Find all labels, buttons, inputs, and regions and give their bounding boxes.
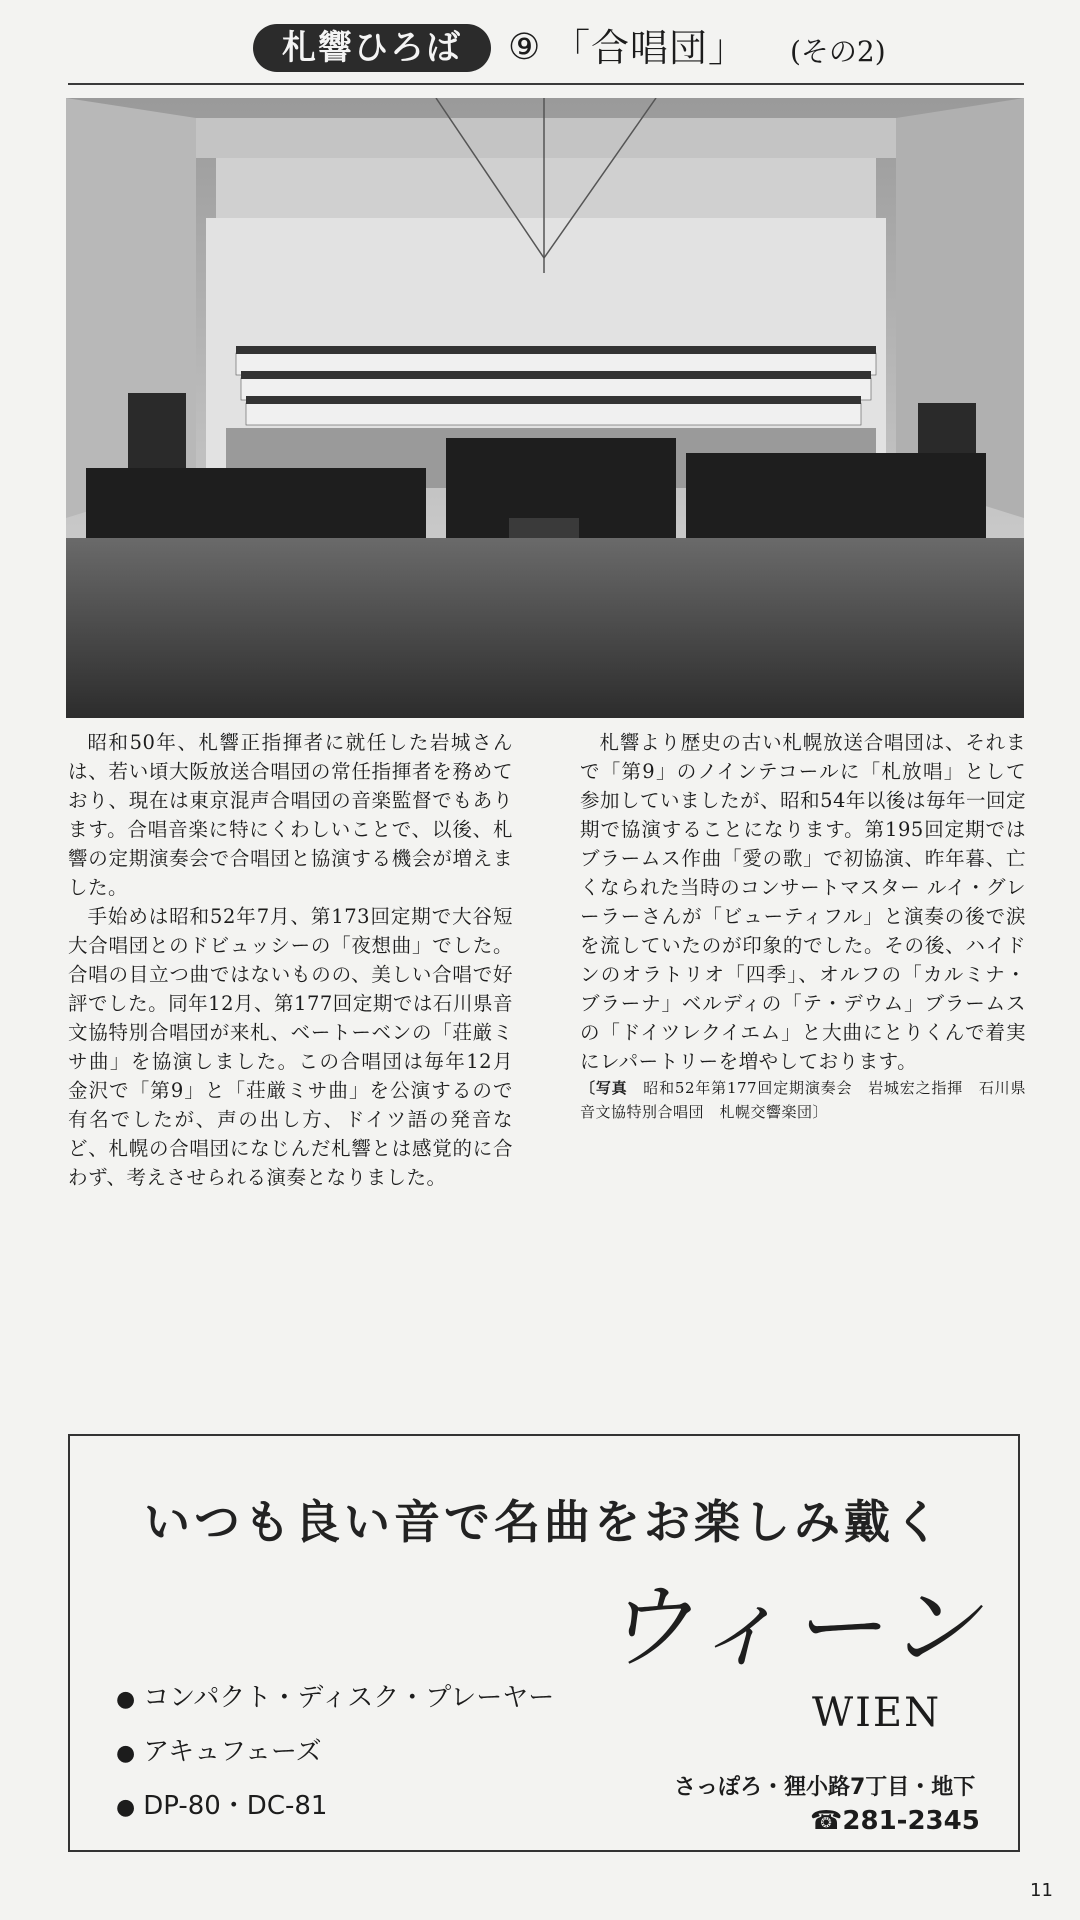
ad-brand-logo: ウィーン — [600, 1574, 985, 1681]
article-paragraph: 札響より歴史の古い札幌放送合唱団は、それまで「第9」のノインテコールに「札放唱」として参加していましたが、昭和54年以後は毎年一回定期で協演することになります。第195回定期ではブラームス作曲「愛の歌」で初協演、昨年暮、亡くなられた当時のコンサートマスター ルイ・グレーラーさんが「ビューティフル」と演奏の後で涙を流していたのが印象的でした。その後、ハイドンのオラトリオ「四季」、オルフの「カルミナ・ブラーナ」ベルディの「テ・デウム」ブラームスの「ドイツレクイエム」と大曲にとりくんで着実にレパートリーを増やしております。 — [580, 731, 1026, 1073]
ad-brand-latin: WIEN — [812, 1690, 942, 1736]
page-number: 11 — [1030, 1880, 1053, 1901]
photo-caption-label: 〔写真 — [580, 1079, 628, 1097]
header-rule — [68, 83, 1024, 85]
ad-product-list — [116, 1672, 554, 1834]
ad-product-item: ● アキュフェーズ — [116, 1726, 554, 1780]
issue-number: ⑨ — [508, 27, 541, 68]
ad-headline: いつも良い音で名曲をお楽しみ戴く — [144, 1495, 944, 1549]
advertisement — [68, 1434, 1020, 1852]
article-paragraph: 手始めは昭和52年7月、第173回定期で大谷短大合唱団とのドビュッシーの「夜想曲」でした。合唱の目立つ曲ではないものの、美しい合唱で好評でした。同年12月、第177回定期では石川県音文協特別合唱団が来札、ベートーベンの「荘厳ミサ曲」を協演しました。この合唱団は毎年12月金沢で「第9」と「荘厳ミサ曲」を公演するので有名でしたが、声の出し方、ドイツ語の発音など、札幌の合唱団になじんだ札響とは感覚的に合わず、考えさせられる演奏となりました。 — [68, 905, 513, 1189]
ad-phone: ☎281-2345 — [810, 1806, 980, 1836]
article-column-right — [580, 728, 1026, 1124]
article-paragraph: 昭和50年、札響正指揮者に就任した岩城さんは、若い頃大阪放送合唱団の常任指揮者を務めており、現在は東京混声合唱団の音楽監督でもあります。合唱音楽に特にくわしいことで、以後、札響の定期演奏会で合唱団と協演する機会が増えました。 — [68, 731, 513, 899]
article-header — [68, 18, 1024, 84]
photo-caption-text: 昭和52年第177回定期演奏会 岩城宏之指揮 石川県音文協特別合唱団 札幌交響楽団〕 — [580, 1079, 1026, 1121]
choir-orchestra-photo — [66, 98, 1024, 718]
photo-caption — [580, 1076, 1026, 1124]
article-subtitle: (その2) — [790, 35, 886, 68]
column-badge: 札響ひろば — [253, 24, 491, 72]
article-column-left — [68, 728, 513, 1192]
ad-product-item: ● DP-80・DC-81 — [116, 1780, 554, 1834]
ad-address: さっぽろ・狸小路7丁目・地下 — [674, 1775, 976, 1800]
article-title: 「合唱団」 — [552, 26, 748, 70]
ad-product-item: ● コンパクト・ディスク・プレーヤー — [116, 1672, 554, 1726]
